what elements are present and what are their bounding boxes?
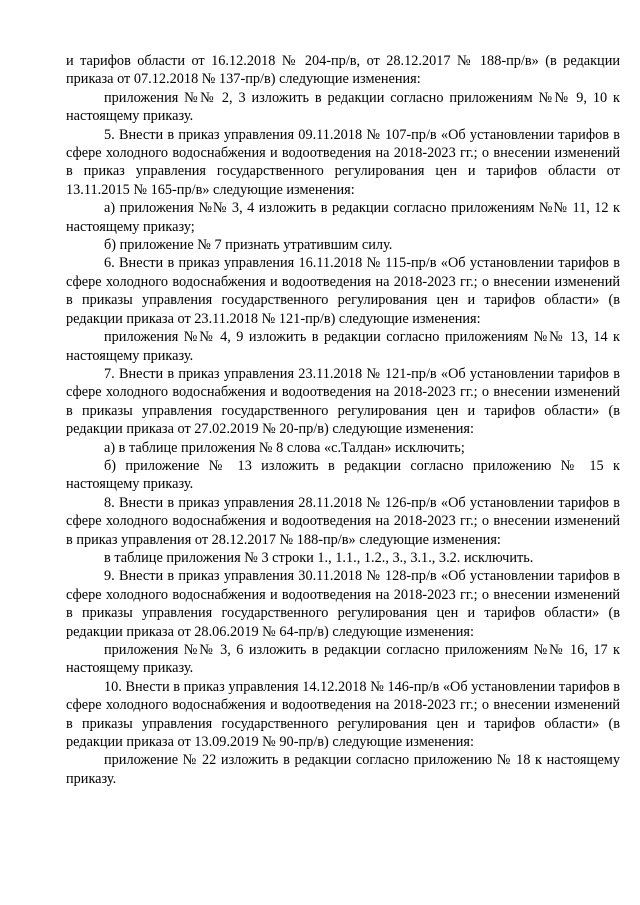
paragraph-item-6-content: приложения №№ 4, 9 изложить в редакции согласно приложениям №№ 13, 14 к настоящему приказу.: [66, 329, 620, 364]
paragraph-item-8: 8. Внести в приказ управления 28.11.2018 № 126-пр/в «Об установлении тарифов в сфере холодного водоснабжения и водоотведения на 2018-2023 гг.; о внесении изменений в приказ управления от 28.12.2017 № 188-пр/в» следующие изменения:: [66, 494, 620, 548]
document-page: [66, 52, 620, 788]
paragraph-item-10-content: приложение № 22 изложить в редакции согласно приложению № 18 к настоящему приказу.: [66, 752, 620, 787]
paragraph-item-5b: б) приложение № 7 признать утратившим силу.: [104, 237, 393, 254]
paragraph-item-5: 5. Внести в приказ управления 09.11.2018 № 107-пр/в «Об установлении тарифов в сфере холодного водоснабжения и водоотведения на 2018-2023 гг.; о внесении изменений в приказ управления государственного регулирования цен и тарифов области от 13.11.2015 № 165-пр/в» следующие изменения:: [66, 126, 620, 198]
paragraph-item-9-content: приложения №№ 3, 6 изложить в редакции согласно приложениям №№ 16, 17 к настоящему приказу.: [66, 642, 620, 677]
paragraph-item-5a: а) приложения №№ 3, 4 изложить в редакции согласно приложениям №№ 11, 12 к настоящему приказу;: [66, 200, 620, 235]
paragraph-item-8-content: в таблице приложения № 3 строки 1., 1.1., 1.2., 3., 3.1., 3.2. исключить.: [104, 549, 534, 566]
paragraph-item-7: 7. Внести в приказ управления 23.11.2018 № 121-пр/в «Об установлении тарифов в сфере холодного водоснабжения и водоотведения на 2018-2023 гг.; о внесении изменений в приказы управления государственного регулирования цен и тарифов области» (в редакции приказа от 27.02.2019 № 20-пр/в) следующие изменения:: [66, 365, 620, 438]
paragraph-item-4-content: приложения №№ 2, 3 изложить в редакции согласно приложениям №№ 9, 10 к настоящему приказу.: [66, 89, 620, 125]
paragraph-item-9: 9. Внести в приказ управления 30.11.2018 № 128-пр/в «Об установлении тарифов в сфере холодного водоснабжения и водоотведения на 2018-2023 гг.; о внесении изменений в приказы управления государственного регулирования цен и тарифов области» (в редакции приказа от 28.06.2019 № 64-пр/в) следующие изменения:: [66, 568, 620, 640]
paragraph-item-6: 6. Внести в приказ управления 16.11.2018 № 115-пр/в «Об установлении тарифов в сфере холодного водоснабжения и водоотведения на 2018-2023 гг.; о внесении изменений в приказы управления государственного регулирования цен и тарифов области» (в редакции приказа от 23.11.2018 № 121-пр/в) следующие изменения:: [66, 255, 620, 327]
paragraph-item-7b: б) приложение № 13 изложить в редакции согласно приложению № 15 к настоящему приказу.: [66, 457, 620, 493]
paragraph-continuation: и тарифов области от 16.12.2018 № 204-пр/в, от 28.12.2017 № 188-пр/в» (в редакции приказа от 07.12.2018 № 137-пр/в) следующие изменения:: [66, 53, 620, 88]
paragraph-item-10: 10. Внести в приказ управления 14.12.2018 № 146-пр/в «Об установлении тарифов в сфере холодного водоснабжения и водоотведения на 2018-2023 гг.; о внесении изменений в приказы управления государственного регулирования цен и тарифов области» (в редакции приказа от 13.09.2019 № 90-пр/в) следующие изменения:: [66, 678, 620, 751]
paragraph-item-7a: а) в таблице приложения № 8 слова «с.Талдан» исключить;: [104, 439, 465, 456]
